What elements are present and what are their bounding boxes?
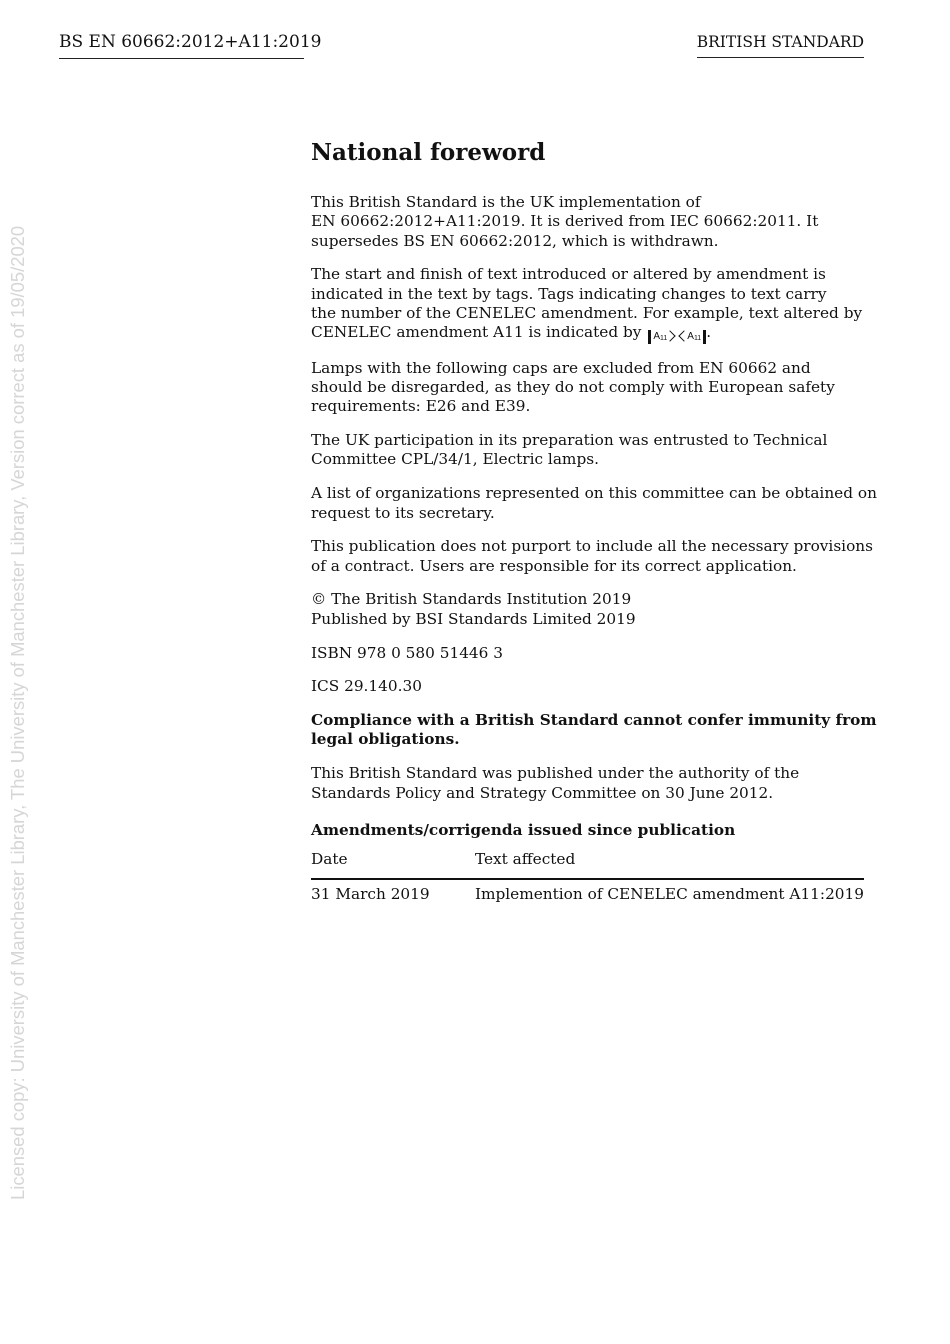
- column-header-date: Date: [311, 845, 475, 879]
- text-fragment: .: [706, 323, 712, 342]
- text-line: of a contract. Users are responsible for its correct application.: [311, 556, 797, 575]
- paragraph-authority: [311, 764, 871, 803]
- text-line: This publication does not purport to include all the necessary provisions: [311, 537, 873, 556]
- text-line: indicated in the text by tags. Tags indicating changes to text carry: [311, 284, 827, 303]
- copyright-line: © The British Standards Institution 2019: [311, 590, 632, 609]
- license-watermark: Licensed copy: University of Manchester Library, The University of Manchester Library, Version correct as of 19/05/2020: [7, 225, 28, 1200]
- amendment-date: 31 March 2019: [311, 885, 430, 904]
- text-line: requirements: E26 and E39.: [311, 397, 531, 416]
- text-line: [311, 323, 871, 344]
- paragraph-uk-participation: [311, 431, 871, 470]
- text-line: The UK participation in its preparation was entrusted to Technical: [311, 431, 828, 450]
- table-row: [311, 879, 864, 904]
- text-line: should be disregarded, as they do not comply with European safety: [311, 378, 835, 397]
- isbn: [311, 644, 871, 663]
- text-line: the number of the CENELEC amendment. For example, text altered by: [311, 303, 863, 322]
- page-title: National foreword: [311, 139, 546, 166]
- text-fragment: CENELEC amendment A11 is indicated by: [311, 323, 642, 342]
- text-line: request to its secretary.: [311, 503, 495, 522]
- header-document-id: BS EN 60662:2012+A11:2019: [59, 30, 304, 59]
- paragraph-copyright: [311, 590, 871, 629]
- paragraph-organizations: [311, 484, 877, 523]
- header-series-label: BRITISH STANDARD: [697, 31, 864, 58]
- text-line: A list of organizations represented on this committee can be obtained on: [311, 484, 877, 503]
- isbn-text: ISBN 978 0 580 51446 3: [311, 643, 503, 662]
- text-line: Committee CPL/34/1, Electric lamps.: [311, 450, 599, 469]
- paragraph-amendment-tags: [311, 265, 871, 344]
- publisher-line: Published by BSI Standards Limited 2019: [311, 609, 636, 628]
- amendment-open-tag-icon: [648, 330, 671, 344]
- amendments-heading: Amendments/corrigenda issued since publication: [311, 820, 736, 839]
- tag-letter: A: [687, 331, 694, 343]
- text-line: The start and finish of text introduced or altered by amendment is: [311, 265, 826, 284]
- ics: [311, 677, 871, 696]
- text-line: supersedes BS EN 60662:2012, which is withdrawn.: [311, 231, 719, 250]
- amendment-close-tag-icon: [681, 330, 706, 344]
- foreword-content: [311, 138, 877, 905]
- text-line: Compliance with a British Standard cannot confer immunity from: [311, 711, 877, 730]
- tag-letter: A: [653, 331, 660, 343]
- paragraph-compliance: [311, 711, 877, 750]
- text-line: EN 60662:2012+A11:2019. It is derived from IEC 60662:2011. It: [311, 212, 819, 231]
- amendments-table: [311, 845, 864, 905]
- ics-text: ICS 29.140.30: [311, 677, 422, 696]
- tag-number: 11: [659, 335, 668, 343]
- paragraph-excluded-caps: [311, 359, 871, 417]
- text-line: This British Standard was published under the authority of the: [311, 764, 800, 783]
- text-line: Lamps with the following caps are excluded from EN 60662 and: [311, 358, 811, 377]
- paragraph-contract-provisions: [311, 537, 871, 576]
- column-header-text-affected: Text affected: [475, 845, 864, 879]
- paragraph-implementation: [311, 193, 871, 251]
- text-line: Standards Policy and Strategy Committee on 30 June 2012.: [311, 783, 774, 802]
- amendment-text-affected: Implemention of CENELEC amendment A11:2019: [474, 885, 864, 904]
- text-line: legal obligations.: [311, 730, 460, 749]
- tag-number: 11: [693, 335, 702, 343]
- text-line: This British Standard is the UK implementation of: [311, 193, 701, 211]
- table-header-row: [311, 845, 864, 879]
